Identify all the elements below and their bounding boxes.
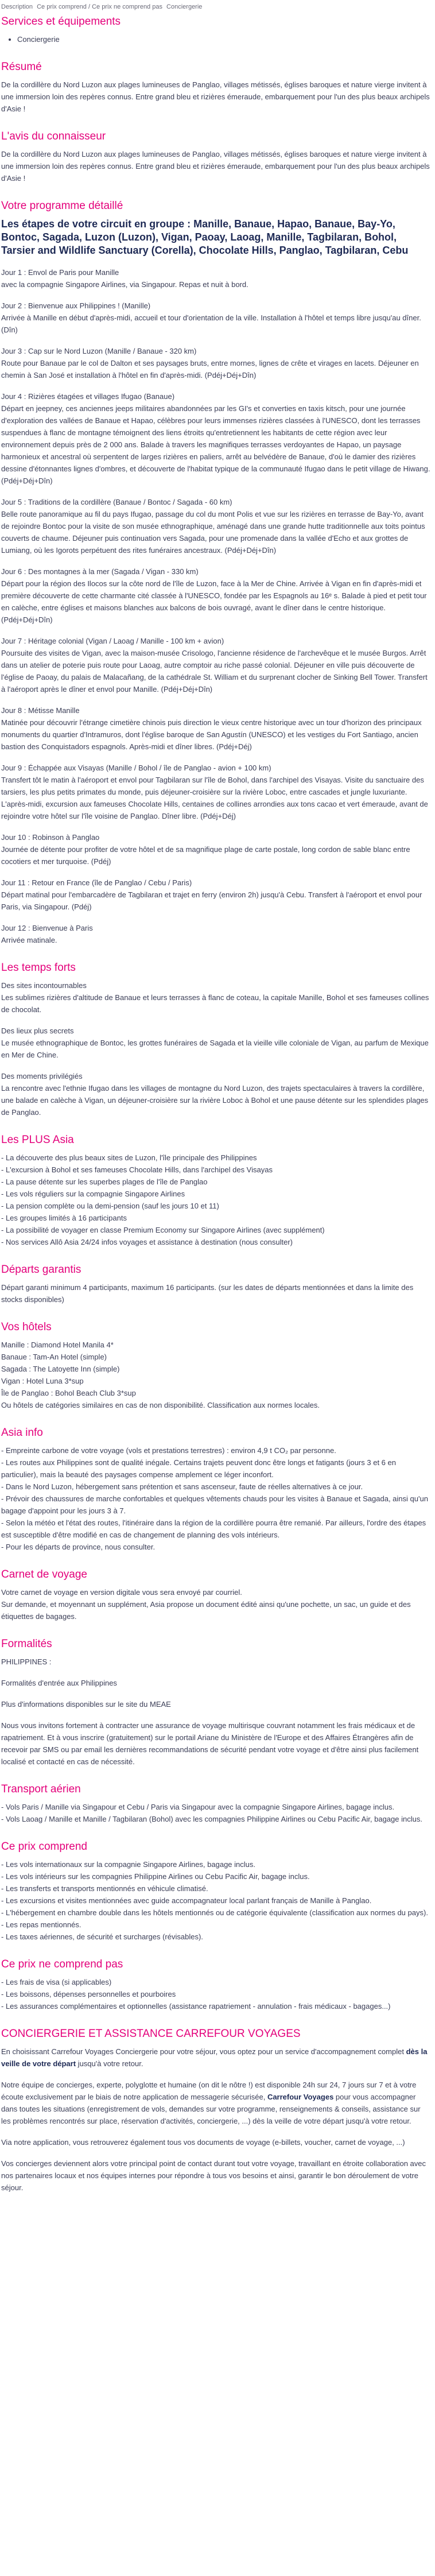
section-temps-forts (1, 961, 430, 1118)
temps-forts-entry (1, 1070, 430, 1118)
asia-info-item: - Dans le Nord Luzon, hébergement sans prétention et sans ascenseur, faute de réelles alternatives à ce jour. (1, 1482, 363, 1491)
emphasis-text: Carrefour Voyages (267, 2093, 334, 2101)
plus-asia-item: - Nos services Allô Asia 24/24 infos voyages et assistance à destination (nous consulter) (1, 1238, 293, 1246)
programme-entry-title: Jour 11 : Retour en France (île de Panglao / Cebu / Paris) (1, 878, 192, 887)
asia-info-heading: Asia info (1, 1427, 43, 1439)
hotels-line: Sagada : The Latoyette Inn (simple) (1, 1365, 120, 1373)
services-list-item: • Conciergerie (17, 33, 430, 45)
programme-entry (1, 345, 430, 381)
programme-entry-title: Jour 6 : Des montagnes à la mer (Sagada / Vigan - 330 km) (1, 567, 199, 576)
programme-entry-text: Matinée pour découvrir l'étrange cimetière chinois puis direction le vieux centre historique avec un tour d'horizon des principaux monuments du quartier d'Intramuros, dont l'église baroque de San Agustín (UNESCO) et les vestiges du Fort Santiago, ancien bastion des Conquistadors espagnols. Après-midi et dîner libres. (Pdéj+Déj) (1, 718, 422, 751)
programme-entry-title: Jour 9 : Échappée aux Visayas (Manille / Bohol / île de Panglao - avion + 100 km) (1, 764, 271, 772)
carnet-line: Sur demande, et moyennant un supplément, Asia propose un document édité ainsi qu'une pochette, un sac, un guide et des étiquettes de bagages. (1, 1600, 411, 1621)
programme-entry-title: Jour 8 : Métisse Manille (1, 706, 80, 715)
avis-paragraph: De la cordillère du Nord Luzon aux plages lumineuses de Panglao, villages métissés, églises baroques et nature vierge invitent à une immersion loin des repères connus. Entre grand bleu et rizières émeraude, embarquement pour l'un des plus beaux archipels d'Asie ! (1, 150, 430, 183)
programme-entry-title: Jour 4 : Rizières étagées et villages Ifugao (Banaue) (1, 392, 175, 401)
ne-comprend-items (1, 1976, 430, 2012)
transport-item: - Vols Laoag / Manille et Manille / Tagbilaran (Bohol) avec les compagnies Philippine Airlines ou Cebu Pacific Air, bagage inclus. (1, 1815, 422, 1823)
transport-item: - Vols Paris / Manille via Singapour et Cebu / Paris via Singapour avec la compagnie Singapore Airlines, bagage inclus. (1, 1803, 395, 1811)
programme-entry (1, 922, 430, 946)
temps-forts-entry-title: Des moments privilégiés (1, 1072, 83, 1080)
section-asia-info (1, 1426, 430, 1553)
programme-entry-title: Jour 2 : Bienvenue aux Philippines ! (Manille) (1, 301, 151, 310)
plus-asia-item: - L'excursion à Bohol et ses fameuses Chocolate Hills, dans l'archipel des Visayas (1, 1165, 273, 1174)
asia-info-item: - Les routes aux Philippines sont de qualité inégale. Certains trajets peuvent donc être longs et fatigants (jours 3 et 6 en particulier), mais la beauté des paysages compense amplement ce léger inconfort. (1, 1458, 396, 1479)
resume-paragraph: De la cordillère du Nord Luzon aux plages lumineuses de Panglao, villages métissés, églises baroques et nature vierge invitent à une immersion loin des repères connus. Entre grand bleu et rizières émeraude, embarquement pour l'un des plus beaux archipels d'Asie ! (1, 80, 430, 113)
programme-entry-text: Départ pour la région des Ilocos sur la côte nord de l'île de Luzon, face à la Mer de Chine. Arrivée à Vigan en fin d'après-midi et première découverte de cette charmante cité classée à l'UNESCO, fondée par les Espagnols au 16ᵉ s. Balade à pied et petit tour en calèche, entre églises et maisons blanches aux balcons de bois ouvragé, avant le dîner dans le centre historique. (Pdéj+Déj+Dîn) (1, 579, 427, 624)
programme-entry (1, 266, 430, 290)
conciergerie-heading: CONCIERGERIE ET ASSISTANCE CARREFOUR VOYAGES (1, 2028, 301, 2040)
section-avis (1, 130, 430, 184)
plus-asia-item: - La pension complète ou la demi-pension (sauf les jours 10 et 11) (1, 1202, 219, 1210)
hotels-line: Manille : Diamond Hotel Manila 4* (1, 1341, 114, 1349)
programme-entry (1, 565, 430, 626)
transport-heading: Transport aérien (1, 1783, 81, 1795)
hotels-heading: Vos hôtels (1, 1321, 52, 1333)
section-hotels (1, 1320, 430, 1411)
section-programme (1, 199, 430, 946)
asia-info-item: - Selon la météo et l'état des routes, l'itinéraire dans la région de la cordillère pourra être remanié. Par ailleurs, l'ordre des étapes est susceptible d'être modifié en cas de changement de planning des vols intérieurs. (1, 1519, 426, 1539)
programme-entry-title: Jour 3 : Cap sur le Nord Luzon (Manille / Banaue - 320 km) (1, 347, 197, 355)
programme-entry-text: Journée de détente pour profiter de votre hôtel et de sa magnifique plage de carte postale, long cordon de sable blanc entre cocotiers et mer turquoise. (Pdéj) (1, 845, 410, 866)
temps-forts-entry-text: La rencontre avec l'ethnie Ifugao dans les villages de montagne du Nord Luzon, des trajets spectaculaires à travers la cordillère, une balade en calèche à Vigan, un déjeuner-croisière sur la rivière Loboc à Bohol et une pause détente sur les splendides plages de Panglao. (1, 1084, 429, 1117)
asia-info-item: - Pour les départs de province, nous consulter. (1, 1543, 156, 1551)
comprend-heading: Ce prix comprend (1, 1841, 87, 1853)
programme-entry-text: Transfert tôt le matin à l'aéroport et envol pour Tagbilaran sur l'île de Bohol, dans l'archipel des Visayas. Visite du sanctuaire des tarsiers, les plus petits primates du monde, puis déjeuner-croisière sur la rivière Loboc, entre cascades et jungle luxuriante. L'après-midi, excursion aux fameuses Chocolate Hills, centaines de collines arrondies aux tons cacao et vert émeraude, avant de rejoindre votre hôtel sur l'île voisine de Panglao. Dîner libre. (Pdéj+Déj) (1, 776, 428, 820)
formalites-paragraph: Nous vous invitons fortement à contracter une assurance de voyage multirisque couvrant notamment les frais médicaux et de rapatriement. Et à vous inscrire (gratuitement) sur le portail Ariane du Ministère de l'Europe et des Affaires Étrangères afin de recevoir par SMS ou par email les dernières recommandations de sécurité pendant votre voyage et d'être ainsi plus facilement localisé et contacté en cas de nécessité. (1, 1721, 419, 1766)
comprend-item: - Les repas mentionnés. (1, 1920, 81, 1929)
asia-info-item: - Empreinte carbone de votre voyage (vols et prestations terrestres) : environ 4,9 t CO₂ par personne. (1, 1446, 336, 1455)
programme-entry-text: Route pour Banaue par le col de Dalton et ses paysages bruts, entre mornes, lignes de crête et virages en lacets. Déjeuner en chemin à San José et installation à l'hôtel en fin d'après-midi. (Pdéj+Déj+Dîn) (1, 359, 419, 379)
asia-info-items (1, 1444, 430, 1553)
ne-comprend-item: - Les boissons, dépenses personnelles et pourboires (1, 1990, 176, 1998)
programme-entry (1, 877, 430, 913)
comprend-item: - Les vols internationaux sur la compagnie Singapore Airlines, bagage inclus. (1, 1860, 255, 1869)
temps-forts-entry (1, 979, 430, 1016)
programme-entry-text: avec la compagnie Singapore Airlines, via Singapour. Repas et nuit à bord. (1, 280, 248, 289)
ne-comprend-item: - Les frais de visa (si applicables) (1, 1978, 112, 1986)
plus-asia-item: - La pause détente sur les superbes plages de l'île de Panglao (1, 1177, 208, 1186)
temps-forts-entry (1, 1025, 430, 1061)
section-transport (1, 1783, 430, 1825)
plus-asia-items (1, 1152, 430, 1248)
programme-entry-title: Jour 5 : Traditions de la cordillère (Banaue / Bontoc / Sagada - 60 km) (1, 498, 232, 506)
temps-forts-entry-title: Des sites incontournables (1, 981, 87, 990)
formalites-heading: Formalités (1, 1638, 52, 1650)
programme-entry-text: Belle route panoramique au fil du pays Ifugao, passage du col du mont Polis et vue sur les rizières en terrasse de Bay-Yo, avant de rejoindre Bontoc pour la visite de son musée ethnographique, aménagé dans une grande hutte traditionnelle aux toits pointus couverts de chaume. Déjeuner puis continuation vers Sagada, pour une promenade dans la vallée d'Echo et aux grottes de Lumiang, où les Igorots perpétuent des rites funéraires ancestraux. (Pdéj+Déj+Dîn) (1, 510, 425, 555)
text-segment: pour vous accompagner dans toutes les situations (enregistrement de vols, demandes sur votre programme, renseignements & conseils, assistance sur les problèmes rencontrés sur place, réservation d'activités, conciergerie, ...) dès la veille de votre départ jusqu'à votre retour. (1, 2093, 421, 2125)
section-services (1, 15, 430, 45)
ne-comprend-item: - Les assurances complémentaires et optionnelles (assistance rapatriement - annulation - frais médicaux - bagages...) (1, 2002, 391, 2011)
departs-paragraph: Départ garanti minimum 4 participants, maximum 16 participants. (sur les dates de départs mentionnées et dans la limite des stocks disponibles) (1, 1283, 414, 1304)
section-plus-asia (1, 1133, 430, 1248)
temps-forts-entry-title: Des lieux plus secrets (1, 1026, 74, 1035)
programme-entry-text: Arrivée à Manille en début d'après-midi, accueil et tour d'orientation de la ville. Installation à l'hôtel et temps libre jusqu'au dîner. (Dîn) (1, 313, 421, 334)
description-content (1, 15, 430, 2194)
programme-subtitle: Les étapes de votre circuit en groupe : Manille, Banaue, Hapao, Banaue, Bay-Yo, Bontoc, Sagada, Luzon (Luzon), Vigan, Paoay, Laoag, Manille, Tagbilaran, Bohol, Tarsier and Wildlife Sanctuary (Corella), Chocolate Hills, Panglao, Tagbilaran, Cebu (1, 218, 409, 256)
ne-comprend-heading: Ce prix ne comprend pas (1, 1958, 123, 1970)
plus-asia-item: - La possibilité de voyager en classe Premium Economy sur Singapore Airlines (avec supplément) (1, 1226, 325, 1234)
comprend-item: - Les transferts et transports mentionnés en véhicule climatisé. (1, 1884, 208, 1893)
section-conciergerie (1, 2027, 430, 2194)
services-list (1, 33, 430, 45)
programme-entry (1, 496, 430, 556)
programme-entry (1, 635, 430, 695)
programme-entry (1, 390, 430, 487)
conciergerie-paragraph (1, 2046, 430, 2070)
section-comprend (1, 1840, 430, 1943)
plus-asia-item: - La découverte des plus beaux sites de Luzon, l'île principale des Philippines (1, 1153, 257, 1162)
temps-forts-heading: Les temps forts (1, 962, 76, 974)
hotels-line: Vigan : Hotel Luna 3*sup (1, 1377, 84, 1385)
programme-entry-text: Arrivée matinale. (1, 936, 57, 944)
comprend-items (1, 1858, 430, 1943)
programme-entry (1, 762, 430, 822)
formalites-paragraph: Formalités d'entrée aux Philippines (1, 1679, 117, 1687)
programme-entry-text: Poursuite des visites de Vigan, avec la maison-musée Crisologo, l'ancienne résidence de l'archevêque et le musée Burgos. Arrêt dans un atelier de poterie puis route pour Laoag, autre comptoir au riche passé colonial. Déjeuner en ville puis découverte de l'église de Paoay, du palais de Malacañang, de la cathédrale St. William et du surprenant clocher de Sinking Bell Tower. Transfert à l'aéroport après le dîner et envol pour Manille. (Pdéj+Déj+Dîn) (1, 649, 428, 694)
comprend-item: - L'hébergement en chambre double dans les hôtels mentionnés ou de catégorie équivalente (classification aux normes du pays). (1, 1908, 428, 1917)
carnet-heading: Carnet de voyage (1, 1568, 87, 1581)
plus-asia-item: - Les groupes limités à 16 participants (1, 1214, 127, 1222)
carnet-line: Votre carnet de voyage en version digitale vous sera envoyé par courriel. (1, 1588, 242, 1597)
section-ne-comprend (1, 1958, 430, 2012)
description-tabs (1, 2, 430, 11)
conciergerie-paragraph: Via notre application, vous retrouverez également tous vos documents de voyage (e-billets, voucher, carnet de voyage, ...) (1, 2138, 405, 2147)
programme-entry (1, 831, 430, 867)
text-segment: En choisissant Carrefour Voyages Conciergerie pour votre séjour, vous optez pour un service d'accompagnement complet (1, 2047, 406, 2056)
plus-asia-item: - Les vols réguliers sur la compagnie Singapore Airlines (1, 1190, 185, 1198)
conciergerie-paragraph: Vos concierges deviennent alors votre principal point de contact durant tout votre voyage, travaillant en étroite collaboration avec nos partenaires locaux et nos équipes internes pour répondre à tous vos besoins et ainsi, garantir le bon déroulement de votre séjour. (1, 2159, 426, 2192)
section-carnet (1, 1568, 430, 1622)
programme-entry (1, 300, 430, 336)
emphasis-text: dès la veille de votre départ (1, 2047, 428, 2068)
comprend-item: - Les excursions et visites mentionnées avec guide accompagnateur local parlant français de Manille à Panglao. (1, 1896, 372, 1905)
programme-entry-title: Jour 10 : Robinson à Panglao (1, 833, 100, 842)
tab-3[interactable]: Conciergerie (166, 3, 203, 10)
formalites-paragraph: PHILIPPINES : (1, 1657, 52, 1666)
comprend-item: - Les taxes aériennes, de sécurité et surcharges (révisables). (1, 1932, 203, 1941)
text-segment: jusqu'à votre retour. (76, 2059, 143, 2068)
programme-entry-text: Départ matinal pour l'embarcadère de Tagbilaran et trajet en ferry (environ 2h) jusqu'à Cebu. Transfert à l'aéroport et envol pour Paris, via Singapour. (Pdéj) (1, 890, 422, 911)
programme-entry-title: Jour 12 : Bienvenue à Paris (1, 924, 93, 932)
section-resume (1, 60, 430, 115)
programme-entry-title: Jour 1 : Envol de Paris pour Manille (1, 268, 119, 277)
programme-entry-text: Départ en jeepney, ces anciennes jeeps militaires abandonnées par les GI's et converties en taxis kitsch, pour une journée d'exploration des vallées de Banaue et Hapao, célèbres pour leurs immenses rizières classées à l'UNESCO, dont les terrasses suspendues à flanc de montagne témoignent des liens étroits qu'entretiennent les habitants de cette région avec leur environnement depuis près de 2 000 ans. Balade à travers les magnifiques terrasses verdoyantes de Hapao, un paysage harmonieux et ancestral où serpentent de larges rizières en paliers, arrêt au belvédère de Banaue, d'où le damier des rizières dessine d'étonnantes lignes d'ombres, et découverte de l'habitat typique de la communauté Ifugao dans le petit village de Hiwang. (Pdéj+Déj+Dîn) (1, 404, 430, 485)
hotels-line: Ou hôtels de catégories similaires en cas de non disponibilité. Classification aux normes locales. (1, 1401, 320, 1409)
services-heading: Services et équipements (1, 16, 121, 28)
temps-forts-entry-text: Les sublimes rizières d'altitude de Banaue et leurs terrasses à flanc de coteau, la capitale Manille, Bohol et ses fameuses collines de chocolat. (1, 993, 429, 1014)
hotels-block (1, 1339, 430, 1411)
resume-heading: Résumé (1, 61, 42, 73)
asia-info-item: - Prévoir des chaussures de marche confortables et quelques vêtements chauds pour les visites à Banaue et Sagada, ainsi qu'un bagage d'appoint pour les jours 3 à 7. (1, 1494, 428, 1515)
hotels-line: Île de Panglao : Bohol Beach Club 3*sup (1, 1389, 136, 1397)
section-departs (1, 1263, 430, 1306)
transport-items (1, 1801, 430, 1825)
avis-heading: L'avis du connaisseur (1, 130, 106, 142)
text-segment: Notre équipe de concierges, experte, polyglotte et humaine (on dit le nôtre !) est disponible 24h sur 24, 7 jours sur 7 et à votre écoute exclusivement par le biais de notre application de messagerie sécurisée, (1, 2081, 417, 2101)
programme-heading: Votre programme détaillé (1, 200, 123, 212)
departs-heading: Départs garantis (1, 1264, 81, 1276)
programme-entry (1, 704, 430, 753)
temps-forts-entry-text: Le musée ethnographique de Bontoc, les grottes funéraires de Sagada et la vieille ville coloniale de Vigan, au parfum de Mexique en Mer de Chine. (1, 1039, 429, 1059)
programme-entry-title: Jour 7 : Héritage colonial (Vigan / Laoag / Manille - 100 km + avion) (1, 637, 224, 645)
comprend-item: - Les vols intérieurs sur les compagnies Philippine Airlines ou Cebu Pacific Air, bagage inclus. (1, 1872, 310, 1881)
formalites-paragraph: Plus d'informations disponibles sur le site du MEAE (1, 1700, 171, 1709)
tab-2[interactable]: Ce prix comprend / Ce prix ne comprend pas (37, 3, 162, 10)
conciergerie-paragraph (1, 2079, 430, 2127)
section-formalites (1, 1637, 430, 1768)
plus-asia-heading: Les PLUS Asia (1, 1134, 74, 1146)
hotels-line: Banaue : Tam-An Hotel (simple) (1, 1353, 107, 1361)
carnet-block (1, 1586, 430, 1622)
tab-1[interactable]: Description (1, 3, 33, 10)
